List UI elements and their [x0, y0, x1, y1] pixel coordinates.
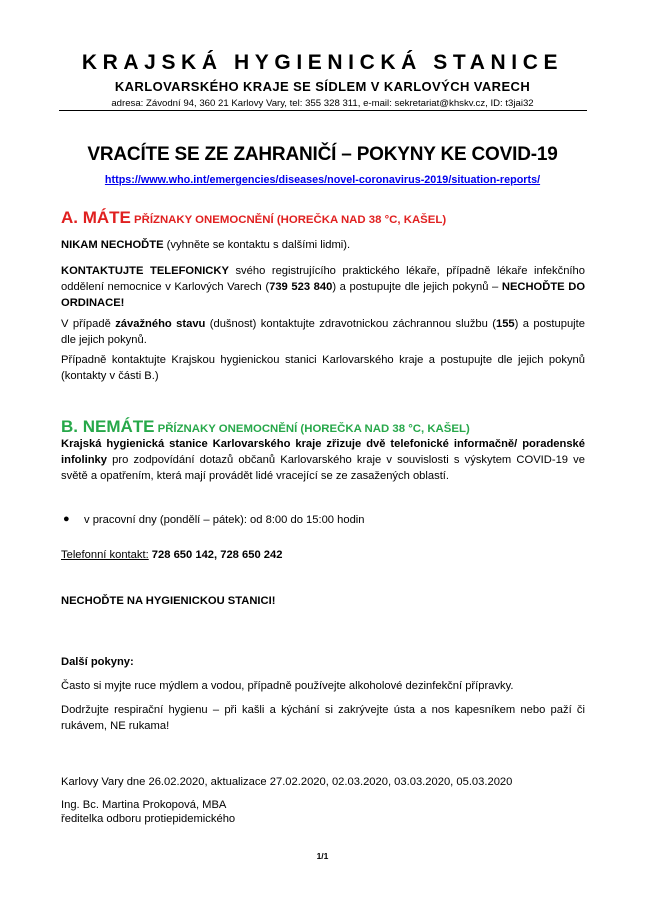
- phone-contact-label: Telefonní kontakt:: [61, 549, 149, 561]
- further-instructions-heading: Další pokyny:: [61, 656, 134, 668]
- handwashing-instruction: Často si myjte ruce mýdlem a vodou, případně používejte alkoholové dezinfekční přípravky.: [61, 680, 514, 692]
- section-b-label: B. NEMÁTE: [61, 417, 155, 436]
- section-b-heading: [61, 417, 470, 437]
- phone-contact: [61, 547, 282, 563]
- section-a-heading: [61, 208, 446, 228]
- section-b-paragraph-1: Krajská hygienická stanice Karlovarského kraje zřizuje dvě telefonické informačně/ poradenské infolinky pro zodpovídání dotazů občanů Karlovarského kraje v souvislosti s výskytem COVID-19 ve světě a opatřením, která mají provádět lidé vracející se ze zasažených oblastí.: [61, 438, 585, 482]
- respiratory-hygiene-instruction: Dodržujte respirační hygienu – při kašli a kýchání si zakrývejte ústa a nos kapesníkem nebo paží či rukávem, NE rukama!: [61, 704, 585, 732]
- section-a-label: A. MÁTE: [61, 208, 131, 227]
- emergency-number: 155: [495, 318, 515, 330]
- institution-subtitle: KARLOVARSKÉHO KRAJE SE SÍDLEM V KARLOVÝCH VARECH: [114, 79, 531, 94]
- section-a-symptoms: PŘÍZNAKY ONEMOCNĚNÍ (HOREČKA NAD 38 °C, KAŠEL): [134, 214, 447, 226]
- signer-role: ředitelka odboru protiepidemického: [61, 813, 236, 825]
- section-a-paragraph-1: NIKAM NECHOĎTE (vyhněte se kontaktu s dalšími lidmi).: [61, 239, 351, 251]
- section-a-paragraph-3: V případě závažného stavu (dušnost) kontaktujte zdravotnickou záchrannou službu (155) a postupujte dle jejich pokynů.: [61, 318, 585, 346]
- who-situation-reports-link[interactable]: https://www.who.int/emergencies/diseases/novel-coronavirus-2019/situation-reports/: [104, 174, 541, 186]
- bullet-icon: ●: [63, 513, 70, 525]
- infoline-hours: v pracovní dny (pondělí – pátek): od 8:00 do 15:00 hodin: [84, 514, 365, 526]
- signer-name: Ing. Bc. Martina Prokopová, MBA: [61, 799, 227, 811]
- hospital-phone: 739 523 840: [269, 281, 333, 293]
- document-title: VRACÍTE SE ZE ZAHRANIČÍ – POKYNY KE COVID-19: [87, 144, 558, 165]
- stay-home-instruction: NIKAM NECHOĎTE: [61, 239, 164, 251]
- section-a-paragraph-4: Případně kontaktujte Krajskou hygienickou stanici Karlovarského kraje a postupujte dle jejich pokynů (kontakty v části B.): [61, 354, 585, 382]
- do-not-visit-warning: NECHOĎTE NA HYGIENICKOU STANICI!: [61, 595, 276, 607]
- institution-title: KRAJSKÁ HYGIENICKÁ STANICE: [81, 51, 564, 74]
- date-line: Karlovy Vary dne 26.02.2020, aktualizace 27.02.2020, 02.03.2020, 03.03.2020, 05.03.2020: [61, 776, 513, 788]
- header-divider: [59, 110, 587, 111]
- page-number: 1/1: [316, 851, 329, 861]
- section-a-paragraph-2: KONTAKTUJTE TELEFONICKY svého registrujícího praktického lékaře, případně lékaře infekčního oddělení nemocnice v Karlových Varech (739 523 840) a postupujte dle jejich pokynů – NECHOĎTE DO ORDINACE!: [61, 265, 586, 309]
- section-b-symptoms: PŘÍZNAKY ONEMOCNĚNÍ (HOREČKA NAD 38 °C, KAŠEL): [157, 423, 470, 435]
- phone-contact-numbers: 728 650 142, 728 650 242: [148, 549, 283, 561]
- institution-address: adresa: Závodní 94, 360 21 Karlovy Vary, tel: 355 328 311, e-mail: sekretariat@khskv.cz, ID: t3jai32: [111, 98, 534, 109]
